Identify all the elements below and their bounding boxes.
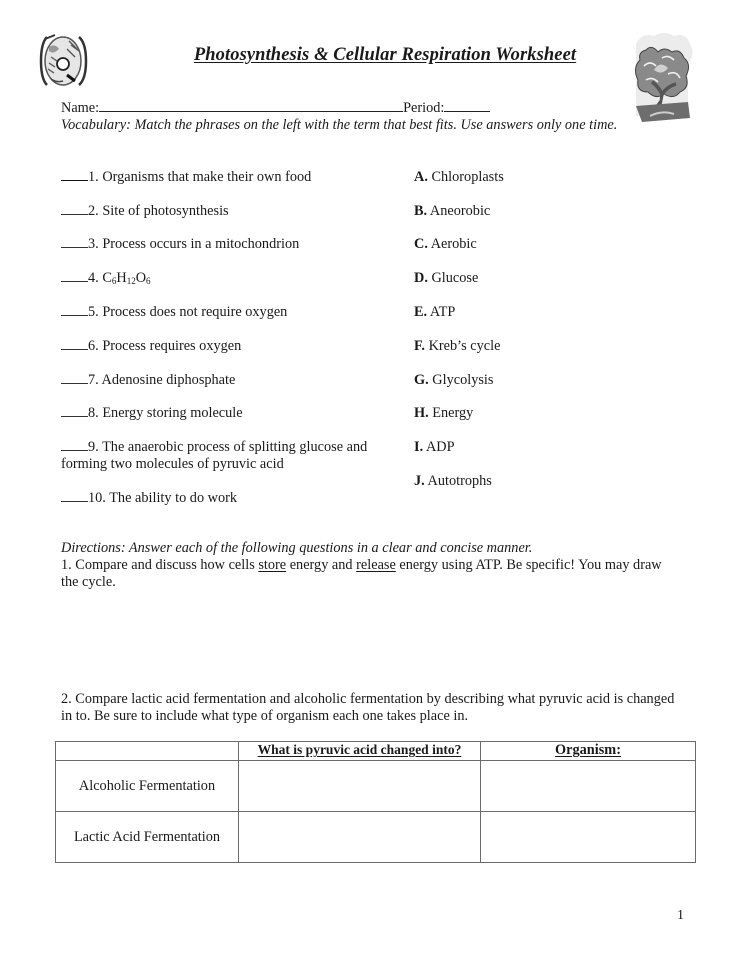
vocab-question-1: 1. Organisms that make their own food (61, 169, 311, 186)
table-header-changed-into: What is pyruvic acid changed into? (239, 742, 481, 761)
table-header-row (56, 742, 696, 761)
vocab-question-2: 2. Site of photosynthesis (61, 203, 229, 220)
lactic-organism-cell[interactable] (481, 812, 696, 863)
page-title: Photosynthesis & Cellular Respiration Worksheet (193, 45, 577, 65)
answer-option-c: C. Aerobic (414, 236, 477, 252)
table-row (56, 812, 696, 863)
vocab-question-7: 7. Adenosine diphosphate (61, 372, 235, 389)
fermentation-table (55, 741, 696, 863)
page-number: 1 (677, 908, 684, 923)
alcoholic-organism-cell[interactable] (481, 761, 696, 812)
answer-option-j: J. Autotrophs (414, 473, 492, 489)
question-2: 2. Compare lactic acid fermentation and alcoholic fermentation by describing what pyruvic acid is changed in to. Be sure to include what type of organism each one takes place in. (61, 691, 675, 724)
vocab-question-5: 5. Process does not require oxygen (61, 304, 287, 321)
tree-clipart-icon (628, 30, 696, 124)
vocab-question-8: 8. Energy storing molecule (61, 405, 243, 422)
store-emphasis: store (258, 557, 287, 573)
vocab-question-6: 6. Process requires oxygen (61, 338, 241, 355)
name-field[interactable] (99, 99, 403, 112)
table-header-organism: Organism: (481, 742, 696, 761)
answer-blank[interactable] (61, 169, 88, 181)
vocab-question-4: 4. $C_6H_{12}O_6$ (61, 270, 151, 290)
lactic-changed-into-cell[interactable] (239, 812, 481, 863)
student-info-line (61, 99, 490, 117)
release-emphasis: release (356, 557, 396, 573)
answer-option-g: G. Glycolysis (414, 372, 494, 388)
answer-blank[interactable] (61, 304, 88, 316)
row-label-lactic: Lactic Acid Fermentation (56, 812, 239, 863)
table-row (56, 761, 696, 812)
short-answer-directions: Directions: Answer each of the following questions in a clear and concise manner. (61, 540, 533, 556)
vocab-question-3: 3. Process occurs in a mitochondrion (61, 236, 299, 253)
answer-blank[interactable] (61, 490, 88, 502)
answer-option-i: I. ADP (414, 439, 455, 455)
answer-blank[interactable] (61, 203, 88, 215)
answer-blank[interactable] (61, 405, 88, 417)
answer-blank[interactable] (61, 338, 88, 350)
answer-blank[interactable] (61, 236, 88, 248)
vocab-question-10: 10. The ability to do work (61, 490, 237, 507)
answer-blank[interactable] (61, 372, 88, 384)
answer-option-d: D. Glucose (414, 270, 479, 286)
row-label-alcoholic: Alcoholic Fermentation (56, 761, 239, 812)
answer-option-e: E. ATP (414, 304, 456, 320)
vocab-question-9: 9. The anaerobic process of splitting glucose and forming two molecules of pyruvic acid (61, 439, 368, 472)
period-field[interactable] (444, 99, 490, 112)
answer-option-h: H. Energy (414, 405, 474, 421)
answer-option-f: F. Kreb’s cycle (414, 338, 501, 354)
answer-option-a: A. Chloroplasts (414, 169, 504, 185)
name-label: Name: (61, 100, 100, 116)
alcoholic-changed-into-cell[interactable] (239, 761, 481, 812)
answer-blank[interactable] (61, 439, 88, 451)
question-1: 1. Compare and discuss how cells store energy and release energy using ATP. Be specific! You may draw the cycle. (61, 557, 662, 590)
answer-blank[interactable] (61, 270, 88, 282)
table-header-blank (56, 742, 239, 761)
answer-option-b: B. Aneorobic (414, 203, 491, 219)
vocabulary-directions: Vocabulary: Match the phrases on the left with the term that best fits. Use answers only one time. (61, 117, 618, 133)
glucose-formula: $C_6H_{12}O_6$ (102, 270, 151, 286)
period-label: Period: (403, 100, 445, 116)
